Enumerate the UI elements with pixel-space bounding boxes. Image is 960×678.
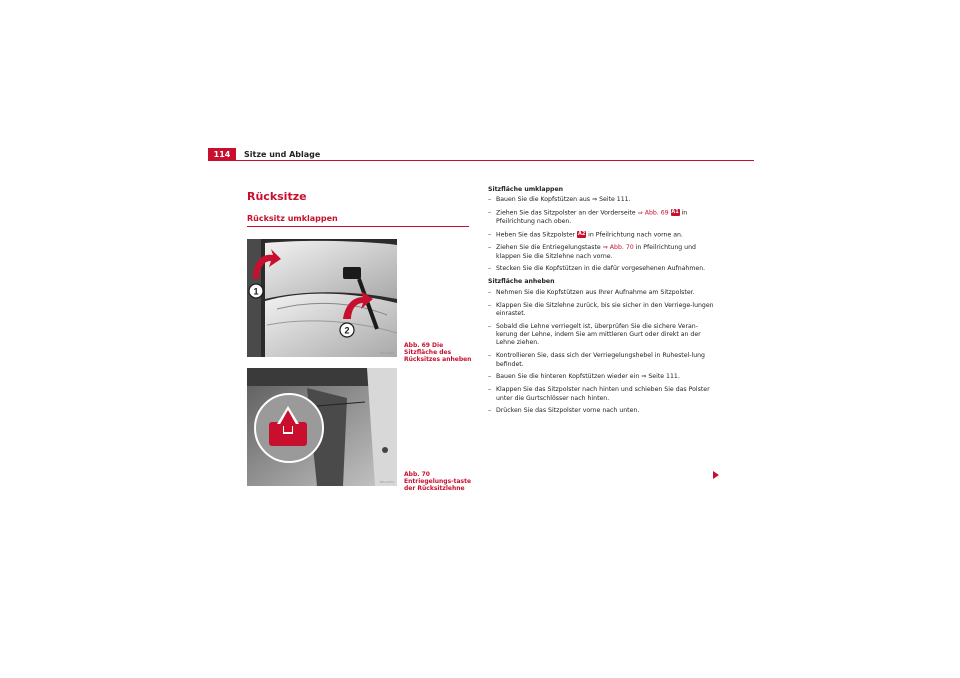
marker-1-label: 1	[253, 286, 259, 297]
page-number: 114	[208, 148, 236, 161]
instructions-column	[488, 186, 716, 420]
list-item: – Sobald die Lehne verriegelt ist, überprüfen Sie die sichere Veran-kerung der Lehne, indem Sie am mittleren Gurt oder direkt an der Lehne ziehen.	[488, 322, 701, 347]
next-page-arrow-icon[interactable]	[713, 471, 719, 479]
list-item: – Heben Sie das Sitzpolster A2 in Pfeilrichtung nach vorne an.	[488, 230, 683, 239]
heading-unfold: Sitzfläche umklappen	[488, 186, 564, 193]
header-rule	[208, 160, 754, 161]
heading-raise: Sitzfläche anheben	[488, 278, 555, 286]
list-item: – Ziehen Sie das Sitzpolster an der Vorderseite ⇒ Abb. 69 A1 in Pfeilrichtung nach oben.	[488, 209, 688, 225]
figure-code: B6L-0053	[379, 351, 394, 355]
list-item: – Bauen Sie die Kopfstützen aus ⇒ Seite 111.	[488, 196, 631, 204]
figure-reference-link[interactable]: ⇒ Abb. 69	[637, 209, 669, 217]
callout-badge-a2: A2	[577, 230, 586, 237]
figure-69-caption: Abb. 69 Die Sitzfläche des Rücksitzes anheben	[404, 342, 472, 363]
list-item: – Klappen Sie das Sitzpolster nach hinten und schieben Sie das Polster unter die Gurtschlösser nach hinten.	[488, 386, 710, 402]
running-title: Sitze und Ablage	[244, 150, 321, 159]
figure-70-release-button	[247, 368, 397, 486]
list-item: – Bauen Sie die hinteren Kopfstützen wieder ein ⇒ Seite 111.	[488, 373, 680, 381]
list-item: – Drücken Sie das Sitzpolster vorne nach unten.	[488, 407, 640, 415]
figure-70-caption: Abb. 70 Entriegelungs-taste der Rücksitzlehne	[404, 471, 472, 492]
list-item: – Kontrollieren Sie, dass sich der Verriegelungshebel in Ruhestel-lung befindet.	[488, 352, 705, 368]
section-title: Rücksitze	[247, 190, 307, 203]
subsection-title: Rücksitz umklappen	[247, 214, 338, 223]
marker-2-label: 2	[344, 325, 350, 336]
figure-reference-link[interactable]: ⇒ Abb. 70	[602, 244, 634, 252]
list-item: – Ziehen Sie die Entriegelungstaste ⇒ Abb. 70 in Pfeilrichtung und klappen Sie die Sitzlehne nach vorne.	[488, 244, 696, 260]
list-item: – Klappen Sie die Sitzlehne zurück, bis sie sicher in den Verriege-lungen einrastet.	[488, 301, 714, 317]
subsection-rule	[247, 226, 469, 227]
list-item: – Stecken Sie die Kopfstützen in die dafür vorgesehenen Aufnahmen.	[488, 265, 706, 273]
page-header	[208, 148, 754, 162]
figure-69-seat-cushion	[247, 239, 397, 357]
list-item: – Nehmen Sie die Kopfstützen aus Ihrer Aufnahme am Sitzpolster.	[488, 288, 695, 296]
callout-badge-a1: A1	[671, 209, 679, 216]
figure-code: B6L-0054	[379, 480, 394, 484]
